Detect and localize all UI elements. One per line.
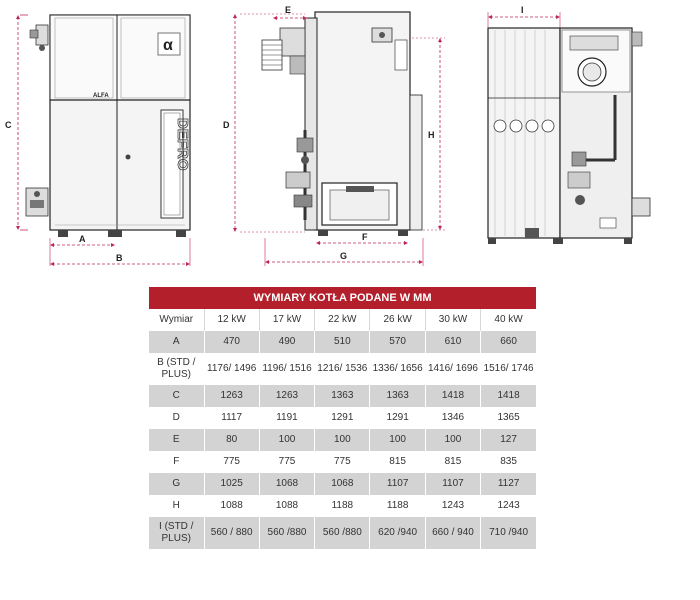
value-cell: 560 /880 — [259, 517, 314, 549]
table-row — [149, 517, 536, 549]
dim-d-label: D — [223, 120, 230, 130]
table-row — [149, 429, 536, 451]
dim-name-cell: H — [149, 495, 204, 517]
dim-name-cell: G — [149, 473, 204, 495]
table-row — [149, 407, 536, 429]
value-cell: 815 — [425, 451, 480, 473]
value-cell: 127 — [481, 429, 536, 451]
value-cell: 775 — [259, 451, 314, 473]
header-cell: 26 kW — [370, 309, 425, 331]
value-cell: 1243 — [497, 500, 520, 511]
value-cell: 815 — [370, 451, 425, 473]
table-row — [149, 331, 536, 353]
value-cell: 1196/ 1516 — [259, 353, 314, 385]
value-cell: 490 — [259, 331, 314, 353]
dim-e-label: E — [285, 5, 292, 15]
header-cell: 40 kW — [481, 309, 536, 331]
value-cell: 570 — [370, 331, 425, 353]
dim-b-label: B — [116, 253, 123, 263]
value-cell: 1191 — [259, 407, 314, 429]
value-cell: 510 — [315, 331, 370, 353]
value-cell: 1117 — [204, 407, 259, 429]
table-row — [149, 495, 536, 517]
value-cell: 1176/ 1496 — [204, 353, 259, 385]
value-cell: 1365 — [497, 412, 520, 423]
dim-name-cell: I (STD / PLUS) — [149, 517, 204, 549]
value-cell: 100 — [259, 429, 314, 451]
value-cell: 1216/ 1536 — [315, 353, 370, 385]
dim-f-label: F — [362, 232, 368, 242]
value-cell: 1188 — [315, 495, 370, 517]
dim-name-cell: C — [149, 385, 204, 407]
value-cell: 1291 — [315, 407, 370, 429]
value-cell: 1418 — [481, 385, 536, 407]
value-cell: 1107 — [370, 473, 425, 495]
dim-name-cell: A — [149, 331, 204, 353]
table-row — [149, 451, 536, 473]
rear-dimensions — [488, 5, 560, 27]
value-cell: 1336/ 1656 — [370, 353, 425, 385]
value-cell: 1088 — [204, 495, 259, 517]
dim-name-cell: F — [149, 451, 204, 473]
value-cell: 1243 — [425, 495, 480, 517]
dimensions-table-wrap — [149, 287, 536, 549]
value-cell: 610 — [425, 331, 480, 353]
value-cell: 100 — [425, 429, 480, 451]
value-cell: 80 — [204, 429, 259, 451]
side-view — [262, 12, 422, 236]
value-cell: 100 — [370, 429, 425, 451]
table-row — [149, 473, 536, 495]
value-cell: 620 /940 — [370, 517, 425, 549]
dim-name-cell: B (STD / PLUS) — [149, 353, 204, 385]
value-cell: 1363 — [315, 385, 370, 407]
table-row — [149, 385, 536, 407]
value-cell: 100 — [315, 429, 370, 451]
table-header-row — [149, 309, 536, 331]
brand-alfa: ALFA — [93, 93, 109, 99]
value-cell: 1516/ 1746 — [483, 363, 534, 374]
table-row — [149, 353, 536, 385]
value-cell: 1263 — [204, 385, 259, 407]
value-cell: 1107 — [425, 473, 480, 495]
boiler-drawings — [0, 0, 700, 280]
dim-h-label: H — [428, 130, 435, 140]
brand-defro: DEFRO — [174, 118, 191, 171]
dimensions-table — [149, 287, 536, 549]
value-cell: 1291 — [370, 407, 425, 429]
dim-name-cell: D — [149, 407, 204, 429]
value-cell: 1418 — [425, 385, 480, 407]
dim-a-label: A — [79, 234, 86, 244]
value-cell: 775 — [315, 451, 370, 473]
value-cell: 1263 — [259, 385, 314, 407]
value-cell: 1188 — [370, 495, 425, 517]
value-cell: 1068 — [259, 473, 314, 495]
value-cell: 1346 — [425, 407, 480, 429]
dim-c-label: C — [5, 120, 12, 130]
value-cell: 660 / 940 — [425, 517, 480, 549]
value-cell: 1068 — [315, 473, 370, 495]
header-cell: 17 kW — [259, 309, 314, 331]
dim-i-label: I — [521, 5, 524, 15]
header-cell: Wymiar — [149, 309, 204, 331]
alpha-symbol: α — [163, 37, 173, 54]
value-cell: 1416/ 1696 — [425, 353, 480, 385]
header-cell: 22 kW — [315, 309, 370, 331]
value-cell: 775 — [204, 451, 259, 473]
value-cell: 1025 — [204, 473, 259, 495]
value-cell: 1363 — [370, 385, 425, 407]
front-view — [26, 15, 191, 237]
value-cell: 1088 — [259, 495, 314, 517]
value-cell: 660 — [481, 331, 536, 353]
value-cell: 1127 — [481, 473, 536, 495]
value-cell: 470 — [204, 331, 259, 353]
dim-g-label: G — [340, 251, 348, 261]
dim-name-cell: E — [149, 429, 204, 451]
rear-view — [488, 28, 650, 244]
value-cell: 560 / 880 — [204, 517, 259, 549]
table-title: WYMIARY KOTŁA PODANE W MM — [149, 287, 536, 309]
value-cell: 710 /940 — [481, 517, 536, 549]
value-cell: 560 /880 — [315, 517, 370, 549]
header-cell: 30 kW — [425, 309, 480, 331]
value-cell: 835 — [500, 456, 517, 467]
header-cell: 12 kW — [204, 309, 259, 331]
